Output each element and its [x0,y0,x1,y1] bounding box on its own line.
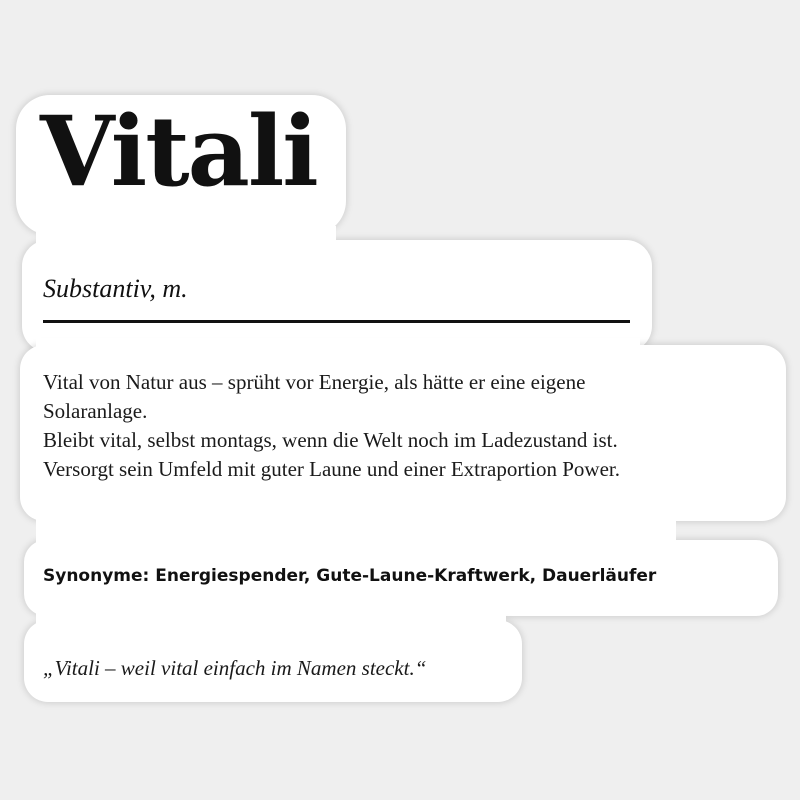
definition-line: Bleibt vital, selbst montags, wenn die Welt noch im Ladezustand ist. [43,428,618,452]
definition-line: Vital von Natur aus – sprüht vor Energie, als hätte er eine eigene [43,370,586,394]
quote: „Vitali – weil vital einfach im Namen steckt.“ [43,656,427,680]
definition-line: Solaranlage. [43,399,148,423]
word-title: Vitali [40,95,317,208]
divider-line [43,320,630,323]
definition [43,368,783,484]
sticker-fill [36,226,336,252]
synonyms: Synonyme: Energiespender, Gute-Laune-Kraftwerk, Dauerläufer [43,566,657,586]
sticker-fill [36,338,640,360]
definition-line: Versorgt sein Umfeld mit guter Laune und einer Extraportion Power. [43,457,620,481]
part-of-speech: Substantiv, m. [43,274,188,303]
sticker-fill [36,512,676,552]
sticker-fill [36,608,506,632]
